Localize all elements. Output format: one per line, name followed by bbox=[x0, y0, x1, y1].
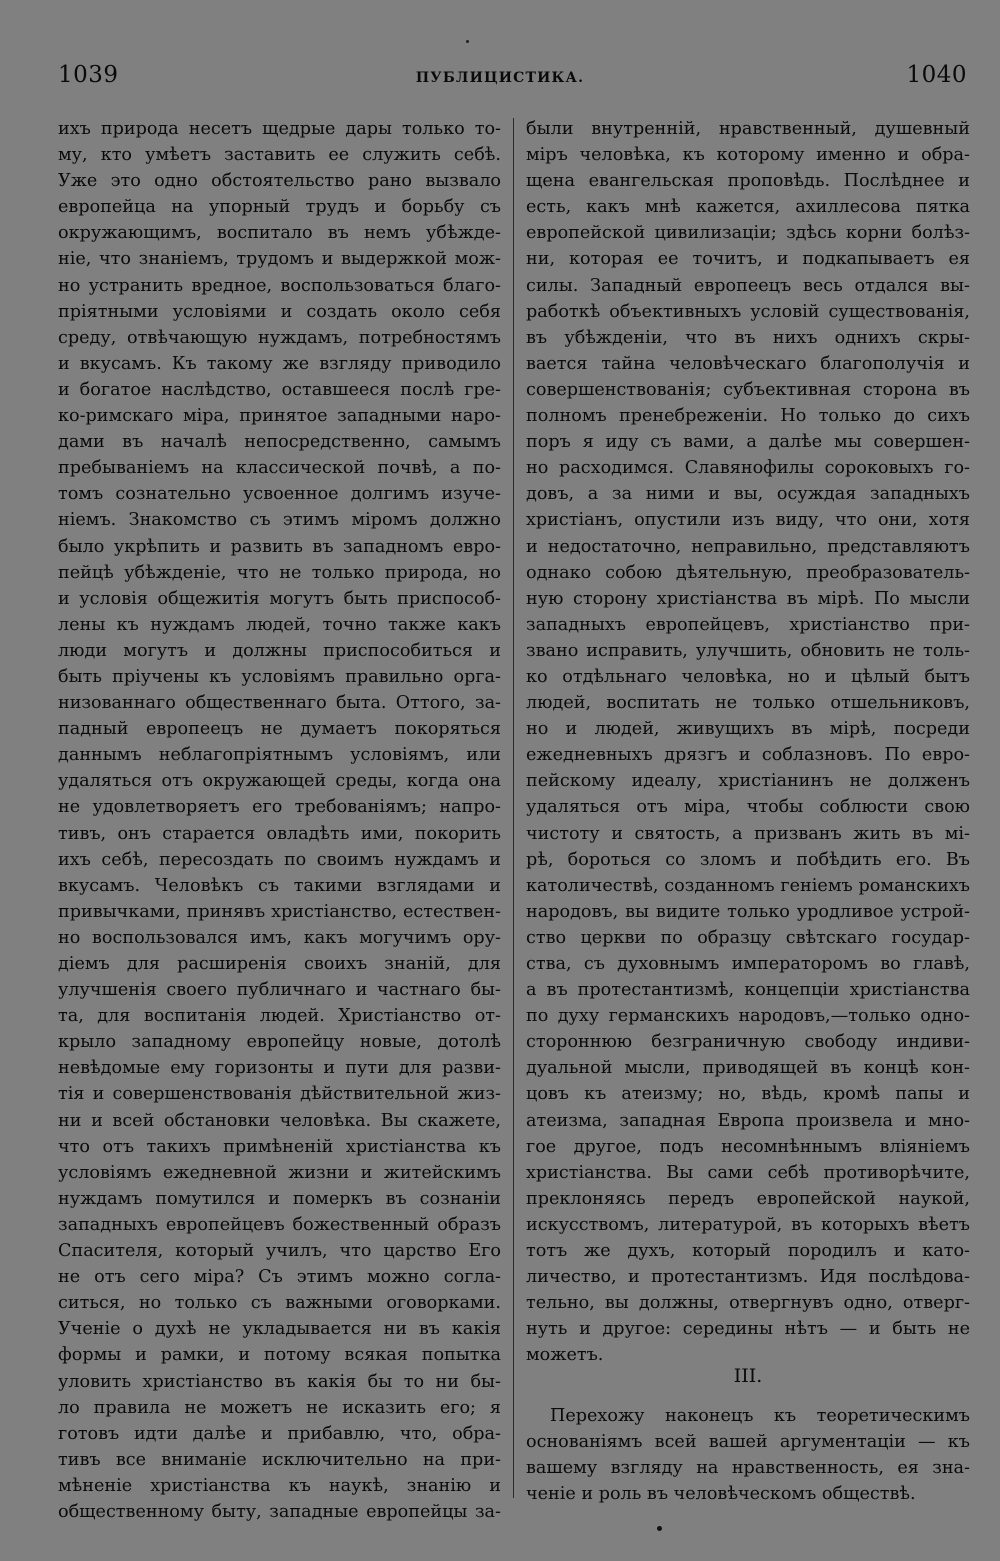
text-line: удаляться отъ міра, чтобы соблюсти свою bbox=[526, 797, 970, 818]
text-line: тивъ все вниманіе исключительно на при- bbox=[58, 1449, 501, 1470]
text-line: совершенствованія; субъективная сторона въ bbox=[526, 379, 970, 400]
section-heading: III. bbox=[733, 1365, 763, 1387]
text-line: пребываніемъ на классической почвѣ, а по- bbox=[58, 458, 501, 479]
text-line: можетъ. bbox=[526, 1345, 604, 1366]
text-line: нуждамъ помутился и померкъ въ сознаніи bbox=[58, 1188, 501, 1209]
text-line: пейскому идеалу, христіанинъ не долженъ bbox=[526, 771, 970, 792]
text-line: уловить христіанство въ какія бы то ни бы- bbox=[58, 1371, 501, 1392]
text-line: ства, съ духовнымъ императоромъ во главѣ, bbox=[526, 954, 970, 974]
text-line: дами въ началѣ непосредственно, самымъ bbox=[58, 432, 501, 453]
text-line: та, для воспитанія людей. Христіанство от- bbox=[58, 1006, 501, 1027]
text-line: ло правила не можетъ не исказить его; я bbox=[58, 1397, 501, 1418]
page-number-right: 1040 bbox=[906, 62, 967, 88]
text-line: тельно, вы должны, отвергнувъ одно, отверг- bbox=[526, 1293, 970, 1314]
text-line: окружающимъ, воспитало въ немъ убѣжде- bbox=[58, 223, 501, 244]
text-line: рѣ, бороться со зломъ и побѣдить его. Въ bbox=[526, 849, 970, 870]
text-line: и недостаточно, неправильно, представляютъ bbox=[526, 536, 970, 557]
text-line: и богатое наслѣдство, оставшееся послѣ гре- bbox=[58, 379, 501, 400]
text-line: но и людей, живущихъ въ мірѣ, посреди bbox=[526, 719, 970, 740]
text-line: низованнаго общественнаго быта. Оттого, за- bbox=[58, 693, 501, 714]
text-line: Перехожу наконецъ къ теоретическимъ bbox=[550, 1406, 970, 1426]
text-line: въ убѣжденіи, что въ нихъ однихъ скры- bbox=[526, 327, 970, 348]
text-line: народовъ, вы видите только уродливое устрой- bbox=[526, 901, 970, 922]
text-line: ни и всей обстановки человѣка. Вы скажете, bbox=[58, 1110, 501, 1131]
text-line: людей, воспитать не только отшельниковъ, bbox=[526, 693, 970, 714]
text-line: мѣненіе христіанства къ наукѣ, знанію и bbox=[58, 1475, 501, 1496]
text-line: преклоняясь передъ европейской наукой, bbox=[526, 1188, 970, 1209]
text-line: ніе, что знаніемъ, трудомъ и выдержкой мож- bbox=[58, 249, 501, 270]
text-line: ихъ природа несетъ щедрые дары только то- bbox=[58, 119, 501, 139]
text-line: католичествѣ, созданномъ геніемъ романскихъ bbox=[526, 875, 970, 896]
text-line: стороннюю безграничную свободу индиви- bbox=[526, 1032, 970, 1053]
text-line: даннымъ неблагопріятнымъ условіямъ, или bbox=[58, 745, 501, 766]
text-line: и вкусамъ. Къ такому же взгляду приводило bbox=[58, 353, 501, 374]
column-divider bbox=[513, 118, 514, 1498]
text-line: а въ протестантизмѣ, концепціи христіанства bbox=[526, 980, 970, 1001]
closing-paragraph bbox=[526, 1403, 970, 1507]
text-line: тивъ, онъ старается овладѣть ими, покорить bbox=[58, 823, 501, 844]
text-line: вкусамъ. Человѣкъ съ такими взглядами и bbox=[58, 875, 501, 896]
text-line: атеизма, западная Европа произвела и мно- bbox=[526, 1110, 970, 1131]
text-line: крыло западному европейцу новые, дотолѣ bbox=[58, 1032, 501, 1053]
left-column bbox=[58, 116, 501, 1525]
text-line: что отъ такихъ примѣненій христіанства къ bbox=[58, 1136, 501, 1157]
text-line: довъ, а за ними и вы, осуждая западныхъ bbox=[526, 484, 970, 505]
text-line: гое другое, подъ несомнѣннымъ вліяніемъ bbox=[526, 1136, 970, 1157]
text-line: ежедневныхъ дрязгъ и соблазновъ. По евро- bbox=[526, 745, 970, 766]
text-line: ко-римскаго міра, принятое западными наро- bbox=[58, 406, 501, 427]
text-line: быть пріучены къ условіямъ правильно орга- bbox=[58, 666, 501, 687]
text-line: пріятными условіями и создать около себя bbox=[58, 301, 501, 322]
text-line: искусствомъ, литературой, въ которыхъ вѣетъ bbox=[526, 1214, 970, 1235]
text-line: ситься, но только съ важными оговорками. bbox=[58, 1293, 501, 1314]
text-line: ко отдѣльнаго человѣка, но и цѣлый бытъ bbox=[526, 666, 970, 687]
text-line: Спасителя, который училъ, что царство Его bbox=[58, 1241, 501, 1262]
text-line: личество, и протестантизмъ. Идя послѣдова- bbox=[526, 1267, 970, 1288]
text-line: дуальной мысли, приводящей въ концѣ кон- bbox=[526, 1058, 970, 1079]
text-line: работкѣ объективныхъ условій существованія, bbox=[526, 301, 970, 322]
text-line: звано исправить, улучшить, обновить не толь- bbox=[526, 640, 970, 661]
text-line: ченіе и роль въ человѣческомъ обществѣ. bbox=[526, 1484, 916, 1505]
text-line: томъ сознательно усвоенное долгимъ изуче- bbox=[58, 484, 501, 505]
text-line: ни, которая ее точитъ, и подкапываетъ ея bbox=[526, 249, 970, 270]
text-line: нуть и другое: середины нѣтъ — и быть не bbox=[526, 1319, 970, 1340]
text-line: христіанства. Вы сами себѣ противорѣчите, bbox=[526, 1162, 970, 1183]
text-line: европейца на упорный трудъ и борьбу съ bbox=[58, 197, 501, 218]
text-line: діемъ для расширенія своихъ знаній, для bbox=[58, 954, 501, 974]
text-line: формы и рамки, и потому всякая попытка bbox=[58, 1345, 501, 1366]
text-line: поръ я иду съ вами, а далѣе мы совершен- bbox=[526, 432, 970, 453]
text-line: христіанъ, опустили изъ виду, что они, хотя bbox=[526, 510, 970, 531]
text-line: было укрѣпить и развить въ западномъ евро- bbox=[58, 536, 501, 557]
text-line: му, кто умѣетъ заставить ее служить себѣ. bbox=[58, 145, 501, 166]
text-line: невѣдомые ему горизонты и пути для разви- bbox=[58, 1058, 501, 1079]
text-line: однако собою дѣятельную, преобразователь- bbox=[526, 562, 970, 583]
text-line: основаніямъ всей вашей аргументаціи — къ bbox=[526, 1432, 970, 1453]
text-line: тотъ же духъ, который породилъ и като- bbox=[526, 1241, 970, 1262]
text-line: пейцѣ убѣжденіе, что не только природа, но bbox=[58, 562, 501, 583]
text-line: улучшенія своего публичнаго и частнаго бы- bbox=[58, 980, 501, 1001]
text-line: но устранить вредное, воспользоваться благо- bbox=[58, 275, 501, 296]
text-line: европейской цивилизаціи; здѣсь корни болѣз- bbox=[526, 223, 970, 244]
text-line: но воспользовался имъ, какъ могучимъ ору- bbox=[58, 927, 501, 948]
text-line: и условія общежитія могутъ быть приспособ- bbox=[58, 588, 501, 609]
text-line: среду, отвѣчающую нуждамъ, потребностямъ bbox=[58, 327, 501, 348]
text-line: условіямъ ежедневной жизни и житейскимъ bbox=[58, 1162, 501, 1183]
text-line: западныхъ европейцевъ, христіанство при- bbox=[526, 614, 970, 635]
text-line: ихъ себѣ, пересоздать по своимъ нуждамъ и bbox=[58, 849, 501, 870]
text-line: тія и совершенствованія дѣйствительной жиз- bbox=[58, 1084, 501, 1105]
text-line: не удовлетворяетъ его требованіямъ; напро- bbox=[58, 797, 501, 818]
text-line: но расходимся. Славянофилы сороковыхъ го- bbox=[526, 458, 970, 479]
text-line: общественному быту, западные европейцы за- bbox=[58, 1501, 501, 1522]
text-line: люди могутъ и должны приспособиться и bbox=[58, 640, 501, 661]
printer-mark-dot bbox=[466, 40, 469, 43]
text-line: полномъ пренебреженіи. Но только до сихъ bbox=[526, 406, 970, 427]
text-line: Ученіе о духѣ не укладывается ни въ какія bbox=[58, 1319, 501, 1340]
text-line: удаляться отъ окружающей среды, когда она bbox=[58, 771, 501, 792]
text-line: ную сторону христіанства въ мірѣ. По мысли bbox=[526, 588, 970, 609]
text-line: чистоту и святость, а призванъ жить въ мі- bbox=[526, 823, 970, 844]
running-title: ПУБЛИЦИСТИКА. bbox=[415, 70, 585, 86]
text-line: міръ человѣка, къ которому именно и обра- bbox=[526, 145, 970, 166]
text-line: западныхъ европейцевъ божественный образъ bbox=[58, 1214, 501, 1235]
text-line: ство церкви по образцу свѣтскаго государ- bbox=[526, 927, 970, 948]
right-column bbox=[526, 116, 970, 1369]
text-line: вашему взгляду на нравственность, ея зна- bbox=[526, 1458, 970, 1479]
text-line: есть, какъ мнѣ кажется, ахиллесова пятка bbox=[526, 197, 970, 218]
text-line: щена евангельская проповѣдь. Послѣднее и bbox=[526, 171, 970, 192]
text-line: Уже это одно обстоятельство рано вызвало bbox=[58, 171, 501, 192]
text-line: ніемъ. Знакомство съ этимъ міромъ должно bbox=[58, 510, 501, 531]
text-line: вается тайна человѣческаго благополучія и bbox=[526, 353, 970, 374]
text-line: цовъ къ атеизму; но, вѣдь, кромѣ папы и bbox=[526, 1084, 970, 1105]
text-line: лены къ нуждамъ людей, точно также какъ bbox=[58, 614, 501, 635]
text-line: силы. Западный европеецъ весь отдался вы- bbox=[526, 275, 970, 296]
text-line: не отъ сего міра? Съ этимъ можно согла- bbox=[58, 1267, 501, 1288]
printer-mark-dot-bottom bbox=[657, 1526, 662, 1531]
text-line: по духу германскихъ народовъ,—только одно- bbox=[526, 1006, 970, 1027]
text-line: были внутренній, нравственный, душевный bbox=[526, 119, 970, 139]
text-line: готовъ идти далѣе и прибавлю, что, обра- bbox=[58, 1423, 501, 1444]
page-number-left: 1039 bbox=[58, 62, 119, 88]
text-line: привычками, принявъ христіанство, естествен- bbox=[58, 901, 501, 922]
text-line: падный европеецъ не думаетъ покоряться bbox=[58, 719, 501, 740]
page-header bbox=[0, 62, 1000, 96]
